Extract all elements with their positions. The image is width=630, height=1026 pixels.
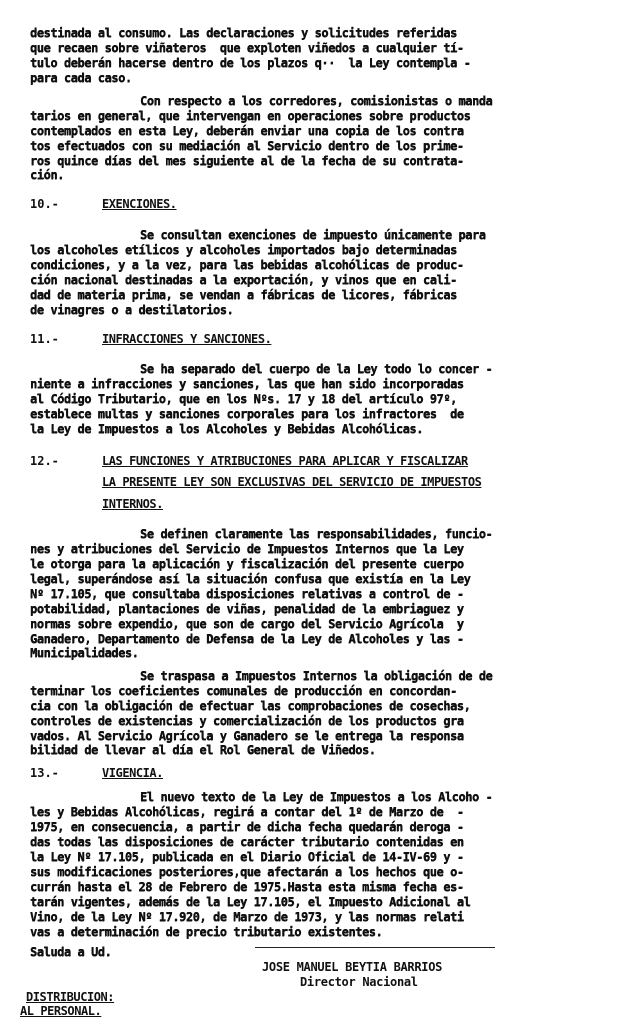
section-12-p2-line: vados. Al Servicio Agrícola y Ganadero se le entrega la responsa — [30, 729, 464, 743]
section-10-line: dad de materia prima, se vendan a fábricas de licores, fábricas — [30, 288, 457, 302]
section-13-line: tarán vigentes, además de la Ley 17.105, el Impuesto Adicional al — [30, 895, 471, 909]
section-10-line: los alcoholes etílicos y alcoholes importados bajo determinadas — [30, 243, 457, 257]
corredores-line: tos efectuados con su mediación al Servicio dentro de los prime- — [30, 139, 464, 153]
corredores-line: contemplados en esta Ley, deberán enviar una copia de los contra — [30, 124, 464, 138]
section-11-number: 11.- — [30, 332, 59, 346]
section-12-p1-line: Municipalidades. — [30, 646, 139, 660]
section-12-p2-line: terminar los coeficientes comunales de producción en concordan- — [30, 684, 457, 698]
section-10-line: ción nacional destinadas a la exportación, y vinos que en cali- — [30, 273, 457, 287]
signatory-name: JOSE MANUEL BEYTIA BARRIOS — [262, 960, 443, 974]
corredores-line: tarios en general, que intervengan en operaciones sobre productos — [30, 109, 471, 123]
section-13-line: Vino, de la Ley Nº 17.920, de Marzo de 1973, y las normas relati — [30, 910, 464, 924]
section-13-line: sus modificaciones posteriores,que afectarán a los hechos que o- — [30, 865, 464, 879]
section-12-p1-line: le otorga para la aplicación y fiscalización del presente cuerpo — [30, 557, 464, 571]
section-13-line: vas a determinación de precio tributario existentes. — [30, 925, 383, 939]
section-11-line: niente a infracciones y sanciones, las que han sido incorporadas — [30, 377, 464, 391]
section-13-line: das todas las disposiciones de carácter tributario contenidas en — [30, 835, 464, 849]
section-10-line: de vinagres o a destilatorios. — [30, 303, 234, 317]
section-12-p1-line: Se definen claramente las responsabilidades, funcio- — [140, 527, 493, 541]
intro-line: destinada al consumo. Las declaraciones y solicitudes referidas — [30, 26, 457, 40]
section-12-number: 12.- — [30, 454, 59, 468]
corredores-line: ción. — [30, 168, 64, 182]
section-11-line: la Ley de Impuestos a los Alcoholes y Bebidas Alcohólicas. — [30, 422, 423, 436]
section-13-line: la Ley Nº 17.105, publicada en el Diario Oficial de 14-IV-69 y - — [30, 850, 464, 864]
section-12-p1-line: Ganadero, Departamento de Defensa de la Ley de Alcoholes y las - — [30, 632, 464, 646]
intro-line: que recaen sobre viñateros que exploten viñedos a cualquier tí- — [30, 41, 464, 55]
section-12-p1-line: Nº 17.105, que consultaba disposiciones relativas a control de - — [30, 587, 464, 601]
section-13-line: El nuevo texto de la Ley de Impuestos a los Alcoho - — [140, 790, 493, 804]
intro-line: tulo deberán hacerse dentro de los plazos q·· la Ley contempla - — [30, 56, 471, 70]
section-12-p2-line: bilidad de llevar al día el Rol General de Viñedos. — [30, 743, 376, 757]
section-11-line: al Código Tributario, que en los Nºs. 17 y 18 del artículo 97º, — [30, 392, 457, 406]
section-13-heading: VIGENCIA. — [102, 766, 163, 780]
distribution-value: AL PERSONAL. — [20, 1004, 102, 1018]
section-10-line: condiciones, y a la vez, para las bebidas alcohólicas de produc- — [30, 258, 464, 272]
corredores-line: ros quince días del mes siguiente al de la fecha de su contrata- — [30, 154, 464, 168]
section-11-line: Se ha separado del cuerpo de la Ley todo lo concer - — [140, 362, 493, 376]
section-10-number: 10.- — [30, 197, 59, 211]
section-13-line: currán hasta el 28 de Febrero de 1975.Hasta esta misma fecha es- — [30, 880, 464, 894]
section-12-p2-line: cia con la obligación de efectuar las comprobaciones de cosechas, — [30, 699, 471, 713]
section-12-heading-line: LA PRESENTE LEY SON EXCLUSIVAS DEL SERVICIO DE IMPUESTOS — [102, 475, 482, 489]
section-13-line: les y Bebidas Alcohólicas, regirá a contar del 1º de Marzo de - — [30, 805, 464, 819]
section-13-line: 1975, en consecuencia, a partir de dicha fecha quedarán deroga - — [30, 820, 464, 834]
distribution-label: DISTRIBUCION: — [26, 990, 115, 1004]
section-10-line: Se consultan exenciones de impuesto únicamente para — [140, 228, 486, 242]
signatory-title: Director Nacional — [300, 975, 418, 989]
corredores-line: Con respecto a los corredores, comisionistas o manda — [140, 94, 493, 108]
section-11-line: establece multas y sanciones corporales para los infractores de — [30, 407, 464, 421]
section-12-p1-line: legal, superándose así la situación confusa que existía en la Ley — [30, 572, 471, 586]
intro-line: para cada caso. — [30, 71, 132, 85]
closing-salutation: Saluda a Ud. — [30, 945, 112, 959]
section-12-p2-line: Se traspasa a Impuestos Internos la obligación de de — [140, 669, 493, 683]
signature-line — [255, 947, 495, 948]
section-13-number: 13.- — [30, 766, 59, 780]
section-12-p2-line: controles de existencias y comercialización de los productos gra — [30, 714, 464, 728]
section-12-p1-line: potabilidad, plantaciones de viñas, penalidad de la embriaguez y — [30, 602, 464, 616]
section-12-p1-line: normas sobre expendio, que son de cargo del Servicio Agrícola y — [30, 617, 464, 631]
section-10-heading: EXENCIONES. — [102, 197, 177, 211]
section-11-heading: INFRACCIONES Y SANCIONES. — [102, 332, 272, 346]
section-12-p1-line: nes y atribuciones del Servicio de Impuestos Internos que la Ley — [30, 542, 464, 556]
section-12-heading-line: INTERNOS. — [102, 497, 163, 511]
section-12-heading-line: LAS FUNCIONES Y ATRIBUCIONES PARA APLICAR Y FISCALIZAR — [102, 454, 468, 468]
